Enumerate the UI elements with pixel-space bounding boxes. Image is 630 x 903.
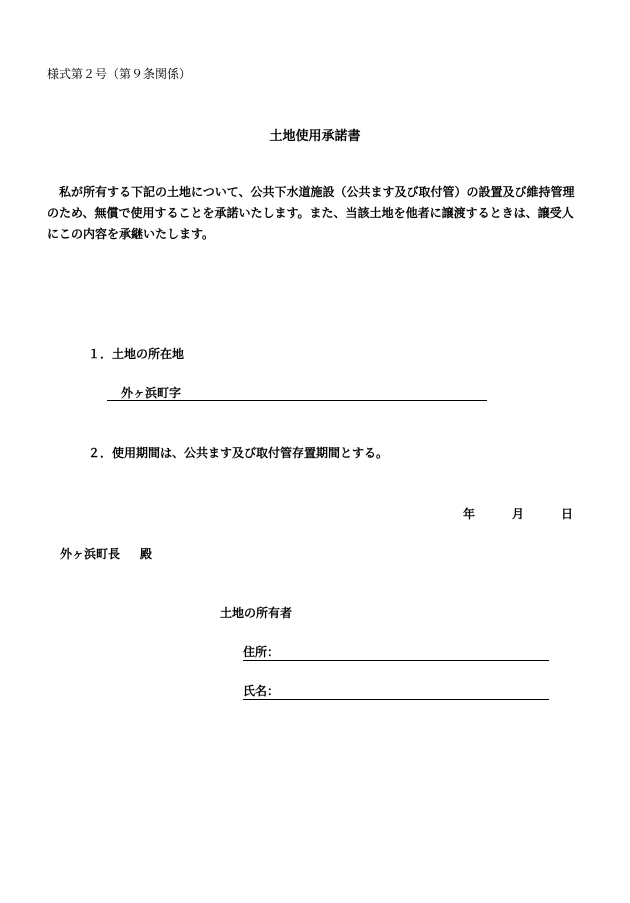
date-year-label: 年 bbox=[463, 507, 476, 521]
owner-name-field[interactable] bbox=[243, 685, 549, 700]
consent-statement-line-2: のため、無償で使用することを承諾いたします。また、当該土地を他者に譲渡するときは、譲受人 bbox=[47, 206, 574, 220]
owner-heading: 土地の所有者 bbox=[220, 606, 293, 620]
owner-name-label: 氏名： bbox=[243, 684, 280, 698]
date-day-label: 日 bbox=[561, 507, 574, 521]
land-location-field[interactable] bbox=[107, 387, 487, 401]
consent-statement-line-1: 私が所有する下記の土地について、公共下水道施設（公共ます及び取付管）の設置及び維持管理 bbox=[47, 185, 575, 199]
document-title: 土地使用承諾書 bbox=[269, 129, 361, 144]
date-month-label: 月 bbox=[512, 507, 525, 521]
land-location-prefix: 外ヶ浜町字 bbox=[121, 386, 182, 400]
addressee-name: 外ヶ浜町長 bbox=[60, 547, 121, 561]
addressee bbox=[60, 545, 152, 562]
addressee-honorific: 殿 bbox=[140, 547, 153, 561]
item-land-location-label: １．土地の所在地 bbox=[88, 347, 185, 361]
consent-statement-line-3: にこの内容を承継いたします。 bbox=[47, 227, 215, 241]
consent-statement bbox=[47, 182, 587, 245]
owner-address-field[interactable] bbox=[243, 646, 549, 661]
form-number: 様式第２号（第９条関係） bbox=[47, 67, 192, 81]
item-usage-period: ２．使用期間は、公共ます及び取付管存置期間とする。 bbox=[88, 446, 389, 460]
owner-address-label: 住所： bbox=[243, 645, 280, 659]
